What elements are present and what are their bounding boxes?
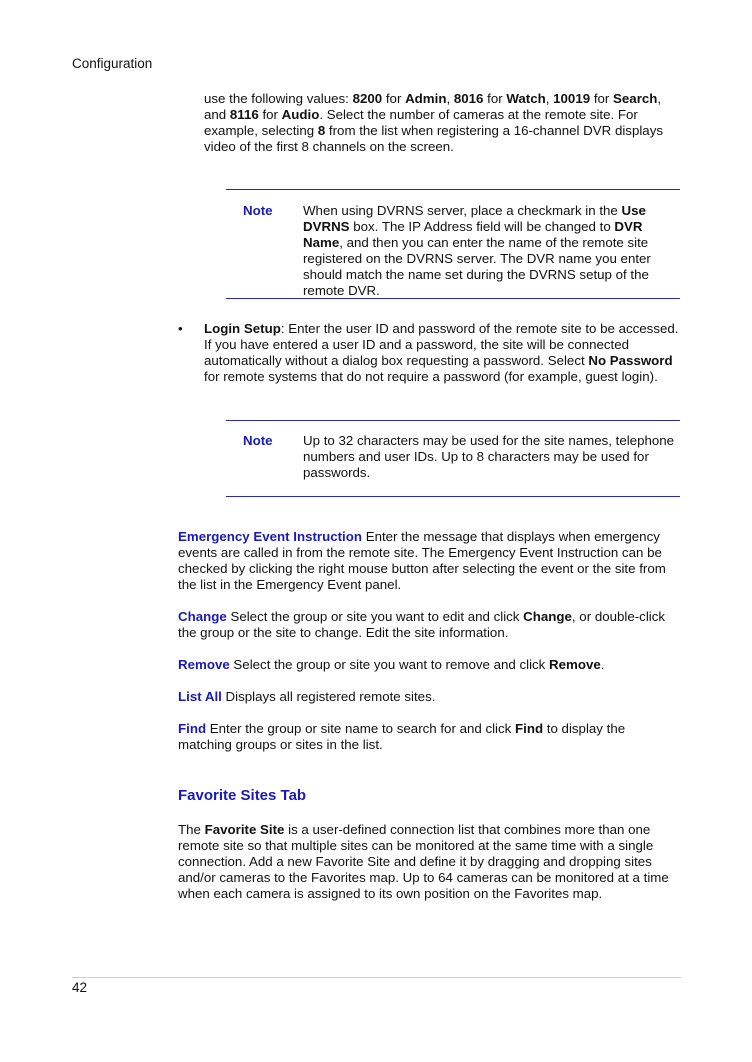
emergency-event-paragraph (178, 529, 682, 593)
term-search: Search (613, 91, 658, 106)
text-run: : Enter the user ID and password of the remote site to be accessed. If you have entered a user ID and a password, the site will be connected automatically without a dialog box requesting a password. Select (204, 321, 679, 368)
value-8016: 8016 (453, 91, 484, 106)
text-run: Enter the group or site name to search for and click (206, 721, 516, 736)
term-watch: Watch (506, 91, 546, 106)
term-admin: Admin (405, 91, 447, 106)
note-label: Note (243, 433, 273, 448)
text-run: When using DVRNS server, place a checkmark in the (303, 203, 622, 218)
term-list-all: List All (178, 689, 222, 704)
text-run: . (600, 657, 605, 672)
change-paragraph (178, 609, 682, 641)
term-change: Change (178, 609, 227, 624)
note-text (303, 203, 683, 299)
text-run: The (178, 822, 205, 837)
term-dvr-name: DVR Name (303, 219, 643, 250)
text-run: is a user-defined connection list that combines more than one remote site so that multiple sites can be monitored at the same time with a single connection. Add a new Favorite Site and define it by dragging and dropping sites and/or cameras to the Favorites map. Up to 64 cameras can be monitored at a time when each camera is assigned to its own position on the Favorites map. (178, 822, 669, 901)
text-run: Displays all registered remote sites. (221, 689, 436, 704)
text-run: , and then you can enter the name of the remote site registered on the DVRNS server. The DVR name you enter should match the name set during the DVRNS setup of the remote DVR. (303, 235, 651, 298)
value-10019: 10019 (553, 91, 591, 106)
remove-paragraph (178, 657, 682, 673)
text-run: for (483, 91, 507, 106)
value-8: 8 (317, 123, 326, 138)
value-8200: 8200 (352, 91, 383, 106)
text-run: box. The IP Address field will be changed to (349, 219, 615, 234)
footer-rule (72, 977, 681, 978)
term-use-dvrns: Use DVRNS (303, 203, 646, 234)
text-run: , (545, 91, 554, 106)
term-find: Find (178, 721, 207, 736)
note-bottom-rule (226, 496, 680, 497)
text-run: Enter the message that displays when emergency events are called in from the remote site. The Emergency Event Instruction can be checked by clicking the right mouse button after selecting the event or the site from the list in the Emergency Event panel. (178, 529, 666, 592)
text-run: for (590, 91, 614, 106)
term-login-setup: Login Setup (204, 321, 281, 336)
text-run: Select the group or site you want to remove and click (229, 657, 550, 672)
intro-paragraph (204, 91, 682, 155)
page-number: 42 (72, 980, 88, 995)
note-top-rule (226, 420, 680, 421)
text-run: for (258, 107, 282, 122)
text-run: to display the matching groups or sites in the list. (178, 721, 626, 752)
text-run: , and (204, 91, 662, 122)
term-favorite-site: Favorite Site (204, 822, 285, 837)
note-text: Up to 32 characters may be used for the site names, telephone numbers and user IDs. Up to 8 characters may be used for passwords. (303, 433, 675, 480)
value-8116: 8116 (229, 107, 259, 122)
note-top-rule (226, 189, 680, 190)
term-remove-bold: Remove (549, 657, 601, 672)
favorite-sites-paragraph (178, 822, 682, 902)
term-emergency-event-instruction: Emergency Event Instruction (178, 529, 362, 544)
text-run: for (382, 91, 406, 106)
note-bottom-rule (226, 298, 680, 299)
note-label: Note (243, 203, 273, 218)
text-run: , or double-click the group or the site to change. Edit the site information. (178, 609, 666, 640)
login-setup-paragraph (204, 321, 682, 385)
text-run: Select the group or site you want to edit and click (226, 609, 524, 624)
term-no-password: No Password (588, 353, 673, 368)
section-heading: Favorite Sites Tab (178, 787, 307, 804)
text-run: from the list when registering a 16-channel DVR displays video of the first 8 channels on the screen. (204, 123, 663, 154)
text-run: for remote systems that do not require a password (for example, guest login). (204, 369, 658, 384)
term-audio: Audio (281, 107, 320, 122)
text-run: . Select the number of cameras at the remote site. For example, selecting (204, 107, 638, 138)
text-run: , (446, 91, 454, 106)
text-run: use the following values: (204, 91, 353, 106)
term-remove: Remove (178, 657, 230, 672)
term-find-bold: Find (515, 721, 544, 736)
list-all-paragraph (178, 689, 682, 705)
bullet-marker: • (178, 321, 183, 336)
term-change-bold: Change (523, 609, 572, 624)
find-paragraph (178, 721, 682, 753)
running-header: Configuration (72, 56, 153, 71)
